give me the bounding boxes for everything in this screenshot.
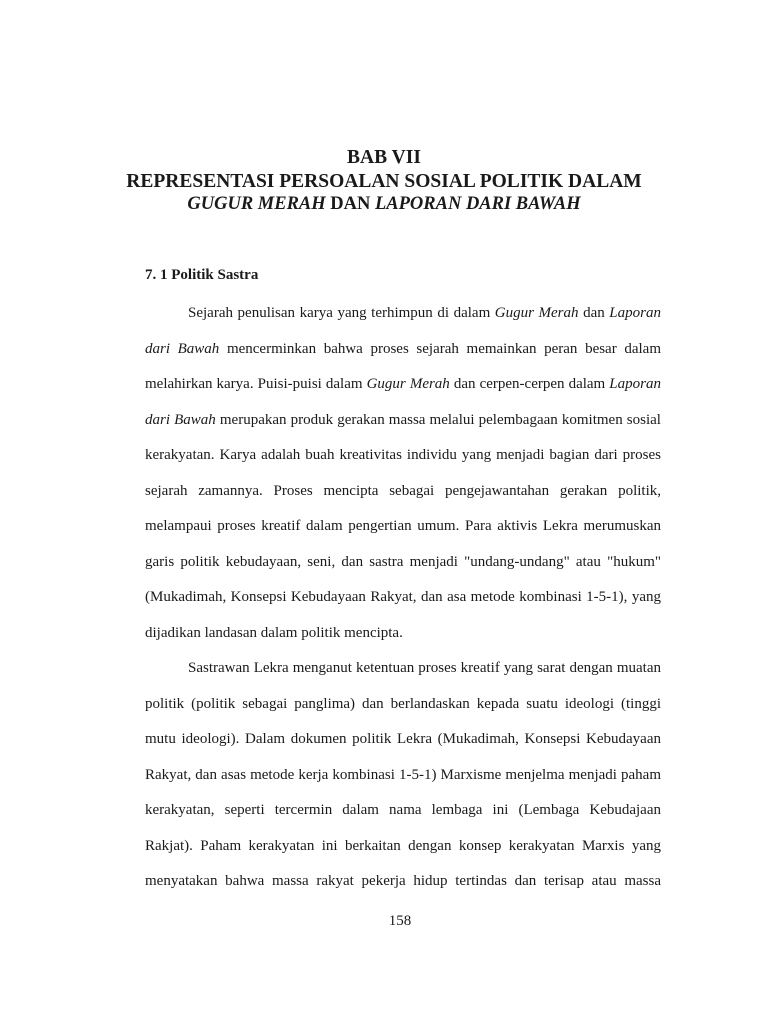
subtitle-work-1: GUGUR MERAH <box>187 194 326 214</box>
paragraph-line: (Mukadimah, Konsepsi Kebudayaan Rakyat, dan asa metode kombinasi 1-5-1), yang <box>145 589 661 605</box>
paragraph-line: melahirkan karya. Puisi-puisi dalam Gugur Merah dan cerpen-cerpen dalam Laporan <box>145 376 661 392</box>
paragraph-line: Rakjat). Paham kerakyatan ini berkaitan dengan konsep kerakyatan Marxis yang <box>145 838 661 854</box>
paragraph-line: garis politik kebudayaan, seni, dan sastra menjadi "undang-undang" atau "hukum" <box>145 554 661 570</box>
paragraph-line: dari Bawah merupakan produk gerakan massa melalui pelembagaan komitmen sosial <box>145 412 661 428</box>
paragraph-line: mutu ideologi). Dalam dokumen politik Lekra (Mukadimah, Konsepsi Kebudayaan <box>145 731 661 747</box>
subtitle-work-2: LAPORAN DARI BAWAH <box>374 194 581 214</box>
paragraph-line: menyatakan bahwa massa rakyat pekerja hidup tertindas dan terisap atau massa <box>145 873 661 889</box>
paragraph-line: Sejarah penulisan karya yang terhimpun di dalam Gugur Merah dan Laporan <box>188 305 661 321</box>
section-title: 7. 1 Politik Sastra <box>145 267 259 283</box>
paragraph-line: kerakyatan. Karya adalah buah kreativitas individu yang menjadi bagian dari proses <box>145 447 661 463</box>
paragraph-line: sejarah zamannya. Proses mencipta sebagai pengejawantahan gerakan politik, <box>145 483 661 499</box>
paragraph-line: Rakyat, dan asas metode kerja kombinasi 1-5-1) Marxisme menjelma menjadi paham <box>145 767 661 783</box>
paragraph-line: dijadikan landasan dalam politik mencipta. <box>145 625 403 641</box>
paragraph-line: dari Bawah mencerminkan bahwa proses sejarah memainkan peran besar dalam <box>145 341 661 357</box>
paragraph-line: kerakyatan, seperti tercermin dalam nama lembaga ini (Lembaga Kebudajaan <box>145 802 661 818</box>
chapter-number: BAB VII <box>347 147 421 168</box>
subtitle-connector: DAN <box>325 194 375 214</box>
page-number: 158 <box>388 913 412 929</box>
paragraph-line: Sastrawan Lekra menganut ketentuan proses kreatif yang sarat dengan muatan <box>188 660 661 676</box>
chapter-title: REPRESENTASI PERSOALAN SOSIAL POLITIK DALAM <box>126 171 642 192</box>
paragraph-line: melampaui proses kreatif dalam pengertian umum. Para aktivis Lekra merumuskan <box>145 518 661 534</box>
chapter-subtitle <box>0 192 768 216</box>
paragraph-line: politik (politik sebagai panglima) dan berlandaskan kepada suatu ideologi (tinggi <box>145 696 661 712</box>
